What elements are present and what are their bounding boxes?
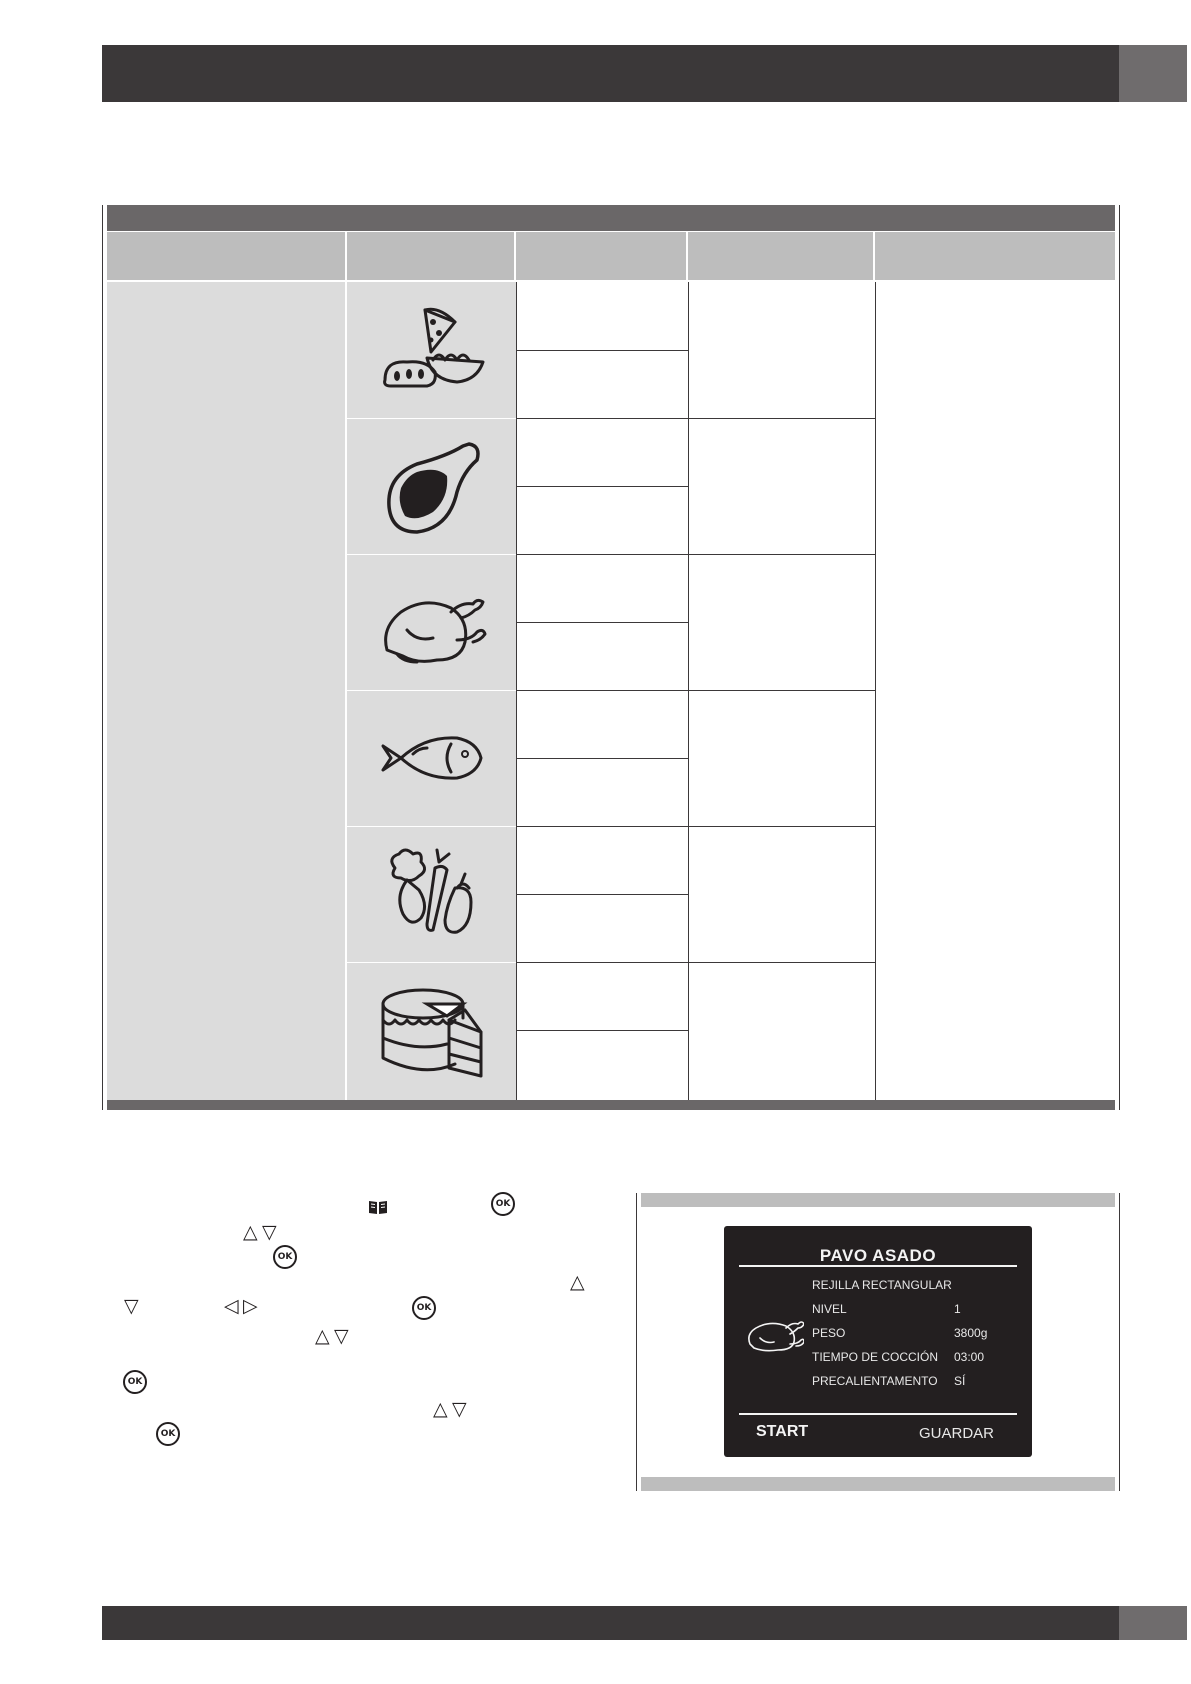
fish-icon [377,708,487,808]
setting-label: PESO [812,1326,846,1340]
poultry-icon [377,572,487,672]
up-arrow-icon: △ [315,1325,330,1347]
page-number-tab [1119,1606,1187,1640]
row-divider [517,690,689,691]
table-border-right [1119,205,1120,1110]
book-icon [368,1199,388,1215]
setting-value: SÍ [954,1374,966,1388]
header-divider [345,232,347,280]
right-arrow-icon: ▷ [243,1295,258,1317]
page-number-tab [1119,45,1187,102]
ok-button-icon: OK [273,1245,297,1269]
up-arrow-icon: △ [433,1398,448,1420]
header-divider [686,232,688,280]
row-divider [517,622,689,623]
table-column-category-icons [347,282,516,1100]
down-arrow-icon: ▽ [262,1221,277,1243]
row-divider [689,962,876,963]
page-header-bar [102,45,1187,102]
table-footer-bar [107,1100,1115,1110]
row-divider [347,418,516,419]
figure-top-bar [641,1193,1115,1207]
pizza-pasta-bread-icon [377,300,487,400]
food-category-table [102,205,1120,1110]
row-divider [689,690,876,691]
title-divider [739,1265,1017,1267]
setting-value: 03:00 [954,1350,985,1364]
row-divider [689,826,876,827]
page-footer-bar [102,1606,1187,1640]
footer-divider [739,1413,1017,1415]
oven-display-screen [724,1226,1032,1457]
meat-icon [377,436,487,536]
vegetables-icon [377,844,487,944]
setting-value: 3800g [954,1326,988,1340]
ok-button-icon: OK [123,1370,147,1394]
table-column-settings [688,282,876,1100]
recipe-title: PAVO ASADO [819,1246,937,1265]
row-divider [347,554,516,555]
row-divider [517,962,689,963]
start-button[interactable]: START [756,1423,809,1440]
down-arrow-icon: ▽ [124,1295,139,1317]
ok-button-icon: OK [412,1296,436,1320]
row-divider [517,758,689,759]
setting-value: 1 [954,1302,961,1316]
row-divider [689,554,876,555]
turkey-icon [746,1314,804,1354]
row-divider [689,418,876,419]
setting-label: REJILLA RECTANGULAR [812,1278,952,1292]
up-arrow-icon: △ [570,1271,585,1293]
header-divider [873,232,875,280]
table-header-row [107,232,1115,280]
down-arrow-icon: ▽ [452,1398,467,1420]
row-divider [517,350,689,351]
ok-button-icon: OK [491,1192,515,1216]
table-border-left [102,205,103,1110]
table-column-notes [875,282,1116,1100]
table-column-subtype [516,282,689,1100]
header-divider [514,232,516,280]
row-divider [347,962,516,963]
figure-bottom-bar [641,1477,1115,1491]
row-divider [347,826,516,827]
row-divider [517,486,689,487]
row-divider [517,1030,689,1031]
display-figure [636,1193,1120,1491]
row-divider [517,554,689,555]
setting-label: PRECALIENTAMENTO [812,1374,938,1388]
row-divider [517,418,689,419]
figure-border-left [636,1193,637,1491]
save-button[interactable]: GUARDAR [918,1425,994,1442]
table-title-bar [107,205,1115,231]
setting-label: TIEMPO DE COCCIÓN [812,1350,939,1364]
figure-border-right [1119,1193,1120,1491]
row-divider [517,826,689,827]
setting-label: NIVEL [812,1302,847,1316]
cake-icon [377,980,487,1080]
table-column-function [107,282,345,1100]
ok-button-icon: OK [156,1422,180,1446]
up-arrow-icon: △ [243,1221,258,1243]
left-arrow-icon: ◁ [224,1295,239,1317]
row-divider [517,894,689,895]
row-divider [347,690,516,691]
down-arrow-icon: ▽ [334,1325,349,1347]
